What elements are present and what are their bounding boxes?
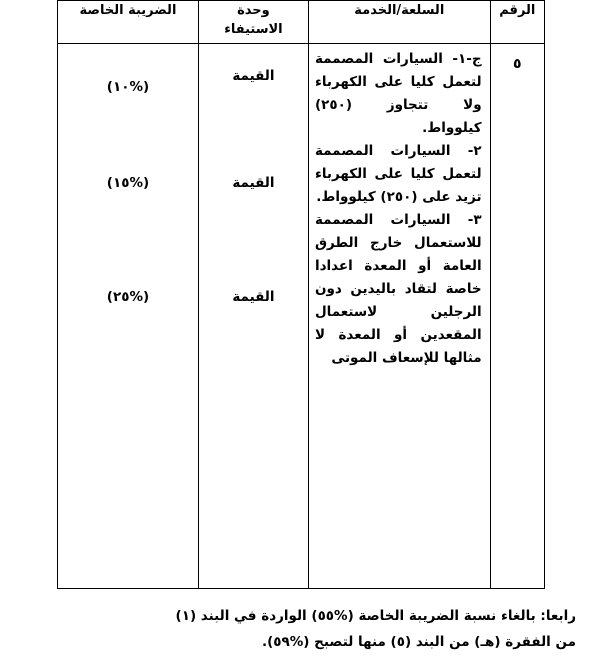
- tax-table: [57, 0, 545, 589]
- unit-cell: [198, 44, 308, 589]
- tax-3: (%٢٥): [106, 289, 150, 305]
- header-unit-line2: الاستيفاء: [224, 22, 283, 37]
- tax-cell: [58, 44, 199, 589]
- tax-1: (%١٠): [106, 79, 150, 95]
- header-unit: [198, 1, 308, 44]
- item-cell: [308, 44, 490, 589]
- footer-line-1: رابعا: بالغاء نسبة الضريبة الخاصة (%٥٥) الواردة في البند (١): [175, 608, 576, 624]
- item-3: ٣- السيارات المصممة للاستعمال خارج الطرق العامة أو المعدة اعدادا خاصة لتقاد باليدين دون الرجلين لاستعمال المقعدين أو المعدة لا مثالها للإسعاف الموتى: [314, 212, 482, 366]
- footer-line-2: من الفقرة (هـ) من البند (٥) منها لتصبح (%٥٩).: [261, 634, 576, 650]
- tax-2: (%١٥): [106, 175, 150, 191]
- unit-2: القيمة: [232, 175, 275, 191]
- item-1: ج-١- السيارات المصممة لتعمل كليا على الكهرباء ولا تتجاوز (٢٥٠) كيلوواط.: [314, 51, 482, 136]
- header-unit-line1: وحدة: [237, 3, 270, 18]
- item-2: ٢- السيارات المصممة لتعمل كليا على الكهرباء تزيد على (٢٥٠) كيلوواط.: [314, 143, 482, 205]
- header-item: السلعة/الخدمة: [308, 1, 490, 44]
- header-number: الرقم: [490, 1, 544, 44]
- row-number: ٥: [490, 44, 544, 589]
- unit-3: القيمة: [232, 289, 275, 305]
- header-tax: الضريبة الخاصة: [58, 1, 199, 44]
- unit-1: القيمة: [232, 68, 275, 84]
- table-header-row: [58, 1, 545, 44]
- table-row: [58, 44, 545, 589]
